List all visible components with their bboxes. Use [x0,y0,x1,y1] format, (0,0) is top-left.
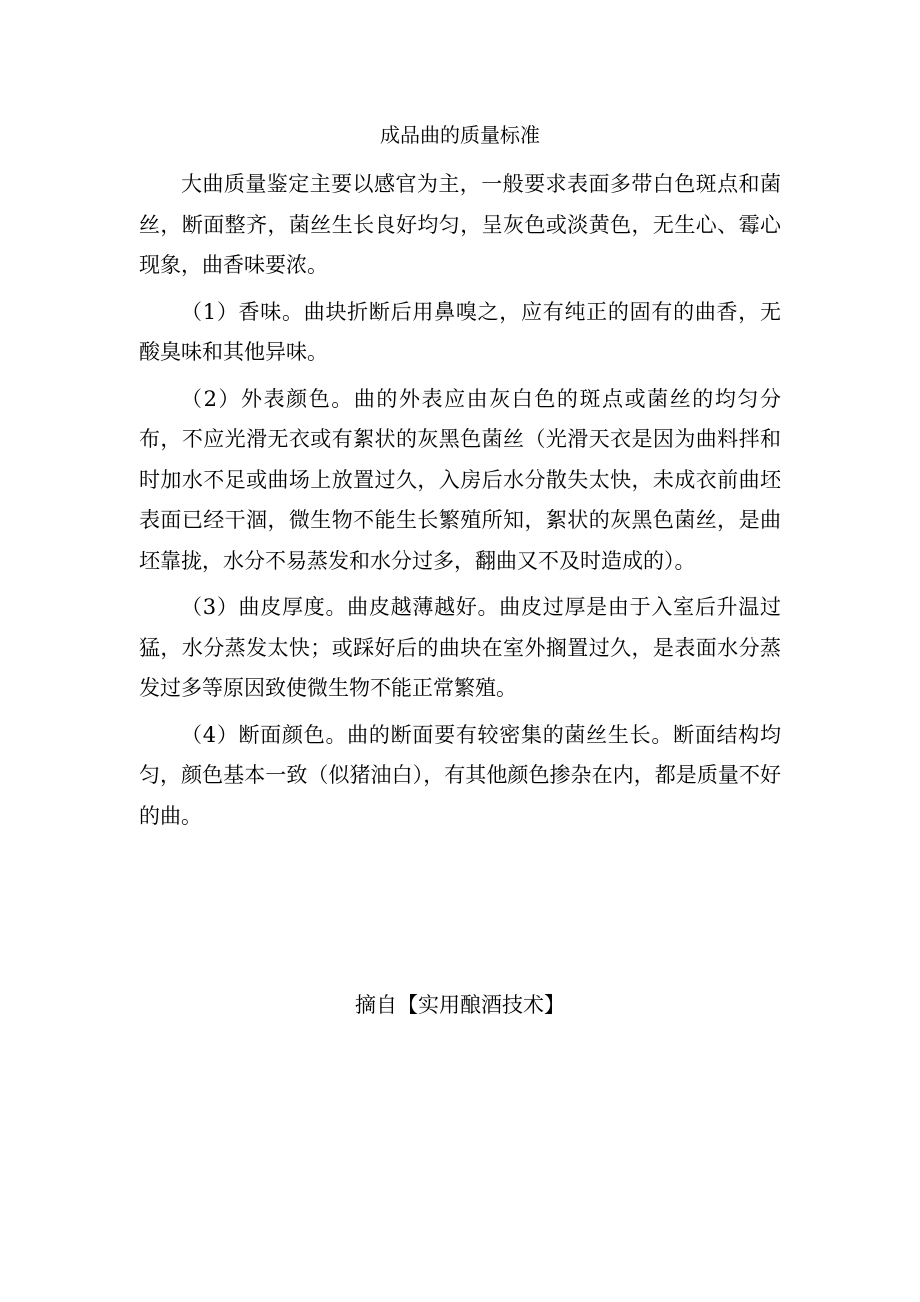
paragraph-aroma: （1）香味。曲块折断后用鼻嗅之，应有纯正的固有的曲香，无酸臭味和其他异味。 [139,299,781,364]
paragraph-skin-thickness: （3）曲皮厚度。曲皮越薄越好。曲皮过厚是由于入室后升温过猛，水分蒸发太快；或踩好后的曲块在室外搁置过久，是表面水分蒸发过多等原因致使微生物不能正常繁殖。 [139,595,781,700]
paragraph-surface-color: （2）外表颜色。曲的外表应由灰白色的斑点或菌丝的均匀分布，不应光滑无衣或有絮状的灰黑色菌丝（光滑天衣是因为曲料拌和时加水不足或曲场上放置过久，入房后水分散失太快，未成衣前曲坯表面已经干涸，微生物不能生长繁殖所知，絮状的灰黑色菌丝，是曲坯靠拢，水分不易蒸发和水分过多，翻曲又不及时造成的）。 [139,386,781,573]
paragraph-intro: 大曲质量鉴定主要以感官为主，一般要求表面多带白色斑点和菌丝，断面整齐，菌丝生长良好均匀，呈灰色或淡黄色，无生心、霉心现象，曲香味要浓。 [139,172,781,277]
paragraph-section-color: （4）断面颜色。曲的断面要有较密集的菌丝生长。断面结构均匀，颜色基本一致（似猪油白），有其他颜色掺杂在内，都是质量不好的曲。 [139,722,781,828]
source-citation: 摘自【实用酿酒技术】 [355,993,565,1017]
document-body [139,120,781,1017]
document-title: 成品曲的质量标准 [380,123,540,147]
